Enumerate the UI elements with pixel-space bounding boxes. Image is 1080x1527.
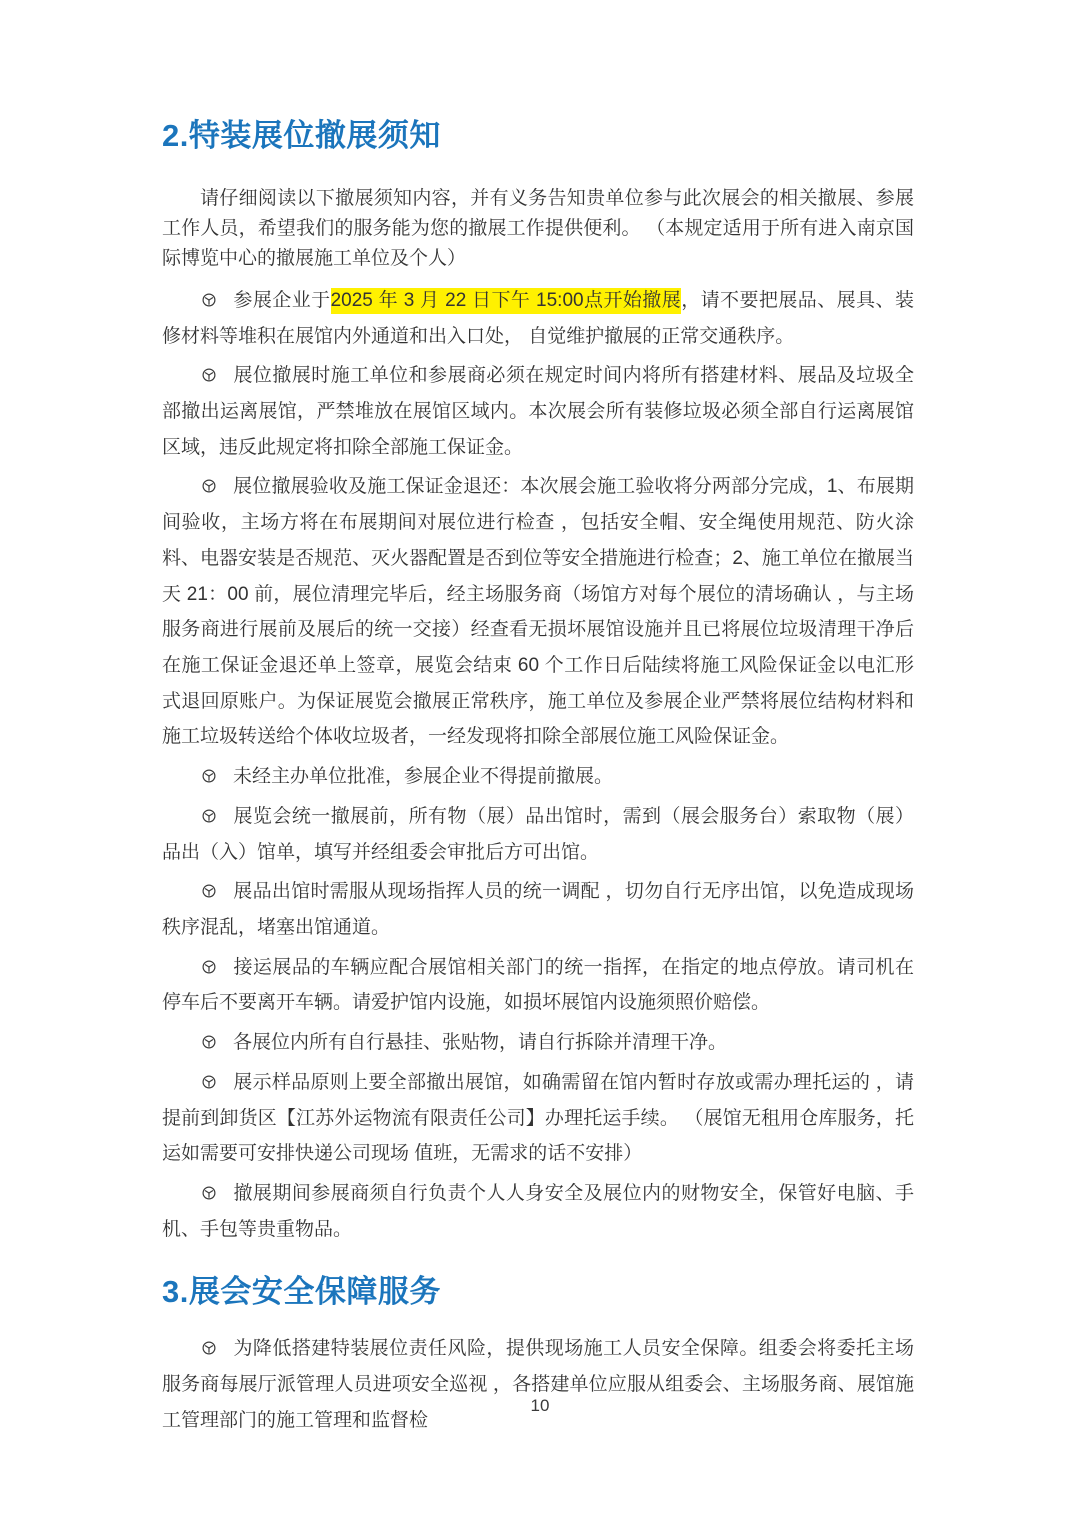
clock-icon: [202, 1075, 216, 1089]
notice-text: 接运展品的车辆应配合展馆相关部门的统一指挥，在指定的地点停放。请司机在停车后不要离开车辆。请爱护馆内设施，如损坏展馆内设施须照价赔偿。: [162, 956, 914, 1014]
clock-icon: [202, 293, 216, 307]
notice-text-post: ，请不要把展品、展具、装修材料等堆积在展馆内外通道和出入口处， 自觉维护撤展的正常交通秩序。: [162, 289, 914, 347]
notice-text: 各展位内所有自行悬挂、张贴物，请自行拆除并清理干净。: [233, 1032, 728, 1054]
clock-icon: [202, 1186, 216, 1200]
page-number: 10: [530, 1396, 550, 1415]
section2-title: 2.特装展位撤展须知: [162, 118, 441, 153]
notice-item-9: [162, 1065, 914, 1172]
notice-text: 为降低搭建特装展位责任风险，提供现场施工人员安全保障。组委会将委托主场服务商每展厅派管理人员进项安全巡视 ，各搭建单位应服从组委会、主场服务商、展馆施工管理部门的施工管理和监督检: [162, 1338, 914, 1431]
section2-intro-paragraph: 请仔细阅读以下撤展须知内容，并有义务告知贵单位参与此次展会的相关撤展、参展工作人员，希望我们的服务能为您的撤展工作提供便利。 （本规定适用于所有进入南京国际博览中心的撤展施工单位及个人）: [162, 187, 914, 270]
highlighted-deadline: 2025 年 3 月 22 日下午 15:00点开始撤展: [331, 288, 682, 314]
notice-text: 未经主办单位批准，参展企业不得提前撤展。: [233, 766, 614, 788]
clock-icon: [202, 1341, 216, 1355]
notice-text: 展示样品原则上要全部撤出展馆，如确需留在馆内暂时存放或需办理托运的 ，请提前到卸货区【江苏外运物流有限责任公司】办理托运手续。 （展馆无租用仓库服务，托运如需要可安排快递公司现场 值班，无需求的话不安排）: [162, 1071, 914, 1165]
clock-icon: [202, 809, 216, 823]
notice-item-10: [162, 1176, 914, 1247]
notice-text: 展品出馆时需服从现场指挥人员的统一调配 ，切勿自行无序出馆，以免造成现场秩序混乱，堵塞出馆通道。: [162, 881, 914, 939]
notice-item-5: [162, 799, 914, 870]
clock-icon: [202, 368, 216, 382]
notice-item-8: [162, 1025, 914, 1061]
page-content: [162, 118, 914, 1442]
notice-text: 展位撤展验收及施工保证金退还：本次展会施工验收将分两部分完成，1、布展期间验收，主场方将在布展期间对展位进行检查 ，包括安全帽、安全绳使用规范、防火涂料、电器安装是否规范、灭火器配置是否到位等安全措施进行检查；2、施工单位在撤展当天 21：00 前，展位清理完毕后，经主场服务商（场馆方对每个展位的清场确认 ，与主场服务商进行展前及展后的统一交接）经查看无损坏展馆设施并且已将展位垃圾清理干净后在施工保证金退还单上签章，展览会结束 60 个工作日后陆续将施工风险保证金以电汇形式退回原账户。为保证展览会撤展正常秩序，施工单位及参展企业严禁将展位结构材料和施工垃圾转送给个体收垃圾者，一经发现将扣除全部展位施工风险保证金。: [162, 476, 914, 748]
clock-icon: [202, 884, 216, 898]
clock-icon: [202, 479, 216, 493]
notice-text-pre: 参展企业于: [233, 289, 331, 311]
section3-title: 3.展会安全保障服务: [162, 1273, 441, 1309]
notice-text: 展位撤展时施工单位和参展商必须在规定时间内将所有搭建材料、展品及垃圾全部撤出运离展馆，严禁堆放在展馆区域内。本次展会所有装修垃圾必须全部自行运离展馆区域，违反此规定将扣除全部施工保证金。: [162, 365, 914, 458]
notice-item-7: [162, 950, 914, 1021]
clock-icon: [202, 769, 216, 783]
notice-item-1: [162, 283, 914, 354]
clock-icon: [202, 960, 216, 974]
notice-text: 撤展期间参展商须自行负责个人人身安全及展位内的财物安全，保管好电脑、手机、手包等贵重物品。: [162, 1183, 914, 1240]
notice-item-3: [162, 469, 914, 755]
notice-item-6: [162, 874, 914, 945]
clock-icon: [202, 1035, 216, 1049]
notice-text: 展览会统一撤展前，所有物（展）品出馆时，需到（展会服务台）索取物（展）品出（入）馆单，填写并经组委会审批后方可出馆。: [162, 805, 914, 863]
safety-item-1: [162, 1331, 914, 1438]
notice-item-4: [162, 759, 914, 795]
notice-item-2: [162, 358, 914, 465]
